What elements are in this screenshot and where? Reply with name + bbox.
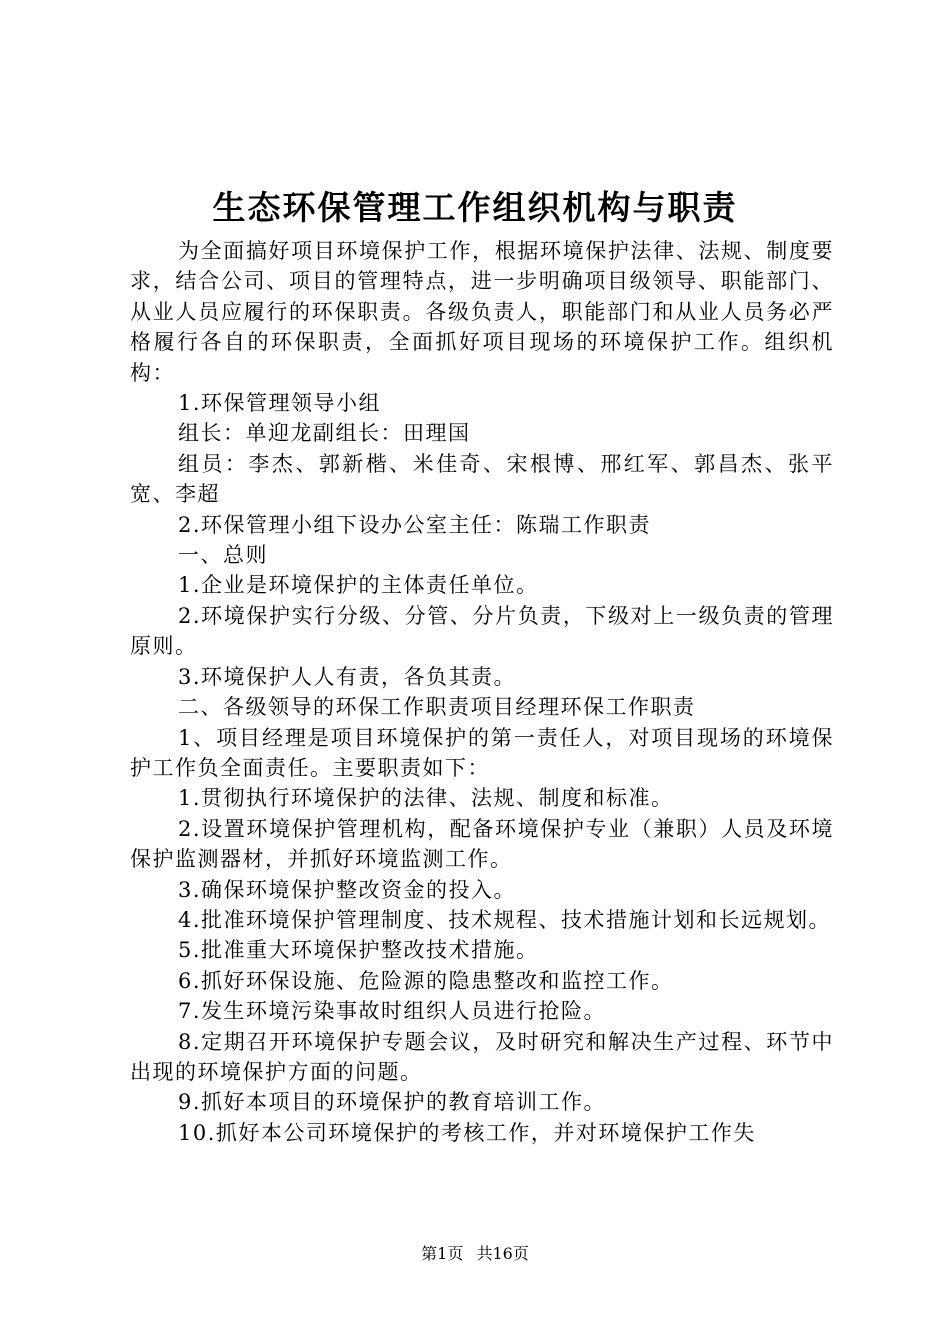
paragraph-item: 1、项目经理是项目环境保护的第一责任人，对项目现场的环境保护工作负全面责任。主要职责如下： bbox=[130, 725, 834, 780]
paragraph-item: 7.发生环境污染事故时组织人员进行抢险。 bbox=[178, 999, 607, 1024]
paragraph-item: 组长：单迎龙副组长：田理国 bbox=[178, 421, 471, 446]
document-title: 生态环保管理工作组织机构与职责 bbox=[212, 188, 738, 227]
paragraph-item: 9.抓好本项目的环境保护的教育培训工作。 bbox=[178, 1090, 607, 1115]
paragraph-item: 5.批准重大环境保护整改技术措施。 bbox=[178, 938, 539, 963]
paragraph-item: 6.抓好环保设施、危险源的隐患整改和监控工作。 bbox=[178, 968, 674, 993]
paragraph-item: 3.环境保护人人有责，各负其责。 bbox=[178, 664, 517, 689]
paragraph-item: 8.定期召开环境保护专题会议，及时研究和解决生产过程、环节中出现的环境保护方面的问题。 bbox=[130, 1029, 834, 1084]
document-body bbox=[130, 236, 834, 1148]
paragraph-item: 组员：李杰、郭新楷、米佳奇、宋根博、邢红军、郭昌杰、张平宽、李超 bbox=[130, 451, 834, 507]
page-footer bbox=[0, 1244, 950, 1264]
paragraph-item: 2.环保管理小组下设办公室主任：陈瑞工作职责 bbox=[178, 512, 652, 537]
paragraph-item: 1.企业是环境保护的主体责任单位。 bbox=[178, 573, 539, 598]
paragraph-item: 3.确保环境保护整改资金的投入。 bbox=[178, 877, 517, 902]
paragraph-item: 2.环境保护实行分级、分管、分片负责，下级对上一级负责的管理原则。 bbox=[130, 603, 834, 659]
paragraph-item: 4.批准环境保护管理制度、技术规程、技术措施计划和长远规划。 bbox=[178, 907, 832, 932]
paragraph-item: 1.贯彻执行环境保护的法律、法规、制度和标准。 bbox=[178, 786, 674, 811]
paragraph-item: 10.抓好本公司环境保护的考核工作，并对环境保护工作失 bbox=[178, 1120, 756, 1145]
paragraph-item: 1.环保管理领导小组 bbox=[178, 391, 382, 416]
section-heading: 二、各级领导的环保工作职责项目经理环保工作职责 bbox=[178, 695, 696, 720]
paragraph-item: 2.设置环境保护管理机构，配备环境保护专业（兼职）人员及环境保护监测器材，并抓好环境监测工作。 bbox=[130, 816, 834, 872]
section-heading: 一、总则 bbox=[178, 543, 268, 568]
paragraph-intro: 为全面搞好项目环境保护工作，根据环境保护法律、法规、制度要求，结合公司、项目的管理特点，进一步明确项目级领导、职能部门、从业人员应履行的环保职责。各级负责人，职能部门和从业人员务必严格履行各自的环保职责，全面抓好项目现场的环境保护工作。组织机构： bbox=[130, 239, 834, 385]
page-number-total: 共16页 bbox=[476, 1244, 529, 1263]
page-number-current: 第1页 bbox=[421, 1244, 464, 1263]
